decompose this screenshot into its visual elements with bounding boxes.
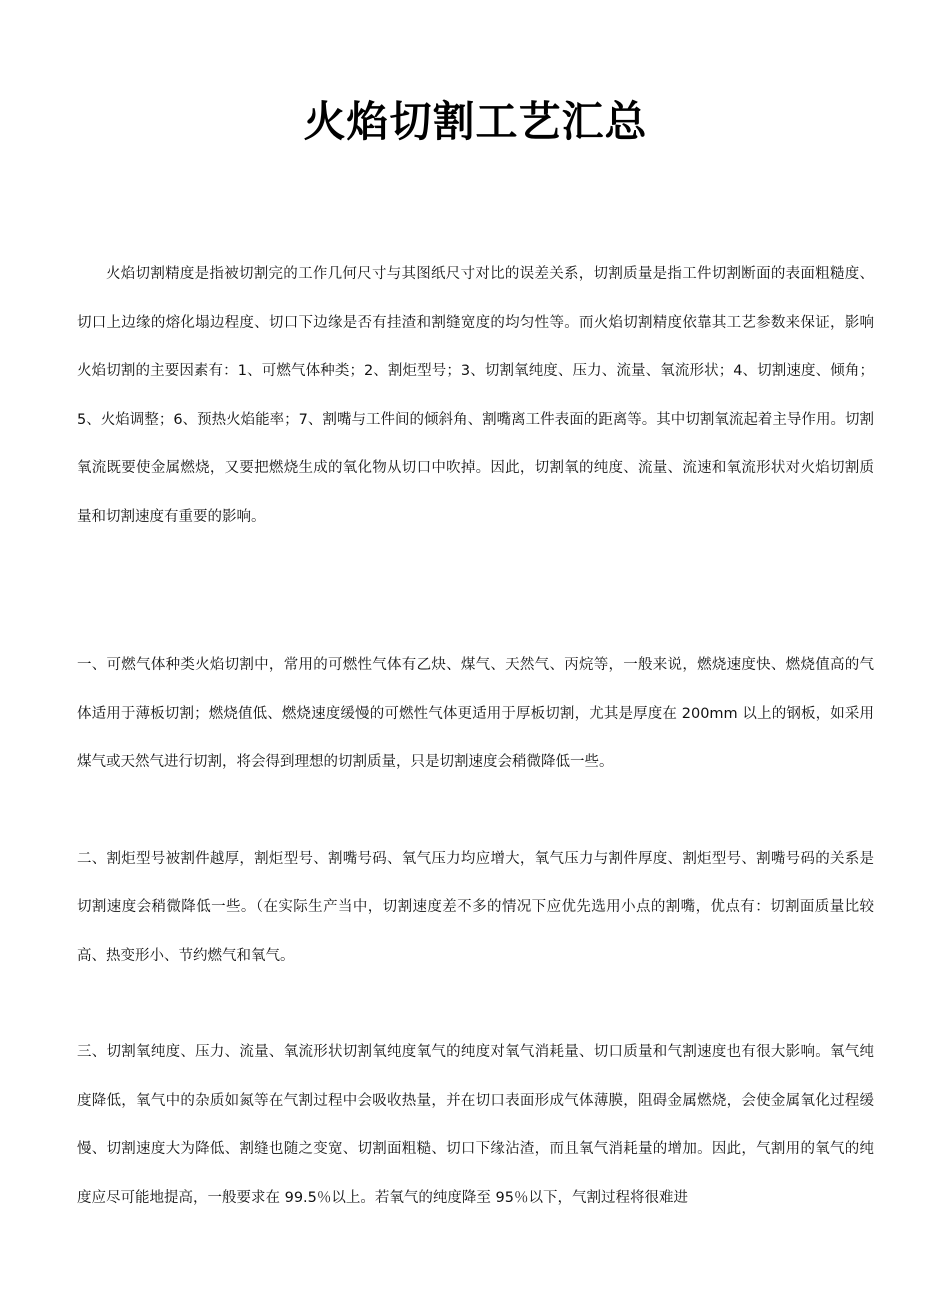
paragraph-section-1: 一、可燃气体种类火焰切割中，常用的可燃性气体有乙炔、煤气、天然气、丙烷等，一般来说，燃烧速度快、燃烧值高的气体适用于薄板切割；燃烧值低、燃烧速度缓慢的可燃性气体更适用于厚板切割，尤其是厚度在 200mm 以上的钢板，如采用煤气或天然气进行切割，将会得到理想的切割质量，只是切割速度会稍微降低一些。	[77, 657, 874, 770]
document-title: 火焰切割工艺汇总	[303, 97, 648, 146]
paragraph-section-3: 三、切割氧纯度、压力、流量、氧流形状切割氧纯度氧气的纯度对氧气消耗量、切口质量和气割速度也有很大影响。氧气纯度降低，氧气中的杂质如氮等在气割过程中会吸收热量，并在切口表面形成气体薄膜，阻碍金属燃烧，会使金属氧化过程缓慢、切割速度大为降低、割缝也随之变宽、切割面粗糙、切口下缘沾渣，而且氧气消耗量的增加。因此，气割用的氧气的纯度应尽可能地提高，一般要求在 99.5％以上。若氧气的纯度降至 95％以下，气割过程将很难进	[77, 1044, 874, 1206]
paragraph-intro: 火焰切割精度是指被切割完的工作几何尺寸与其图纸尺寸对比的误差关系，切割质量是指工件切割断面的表面粗糙度、切口上边缘的熔化塌边程度、切口下边缘是否有挂渣和割缝宽度的均匀性等。而火焰切割精度依靠其工艺参数来保证，影响火焰切割的主要因素有：1、可燃气体种类；2、割炬型号；3、切割氧纯度、压力、流量、氧流形状；4、切割速度、倾角；5、火焰调整；6、预热火焰能率；7、割嘴与工件间的倾斜角、割嘴离工件表面的距离等。其中切割氧流起着主导作用。切割氧流既要使金属燃烧，又要把燃烧生成的氧化物从切口中吹掉。因此，切割氧的纯度、流量、流速和氧流形状对火焰切割质量和切割速度有重要的影响。	[77, 266, 874, 525]
paragraph-section-2: 二、割炬型号被割件越厚，割炬型号、割嘴号码、氧气压力均应增大，氧气压力与割件厚度、割炬型号、割嘴号码的关系是切割速度会稍微降低一些。（在实际生产当中，切割速度差不多的情况下应优先选用小点的割嘴，优点有：切割面质量比较高、热变形小、节约燃气和氧气。	[77, 850, 874, 964]
